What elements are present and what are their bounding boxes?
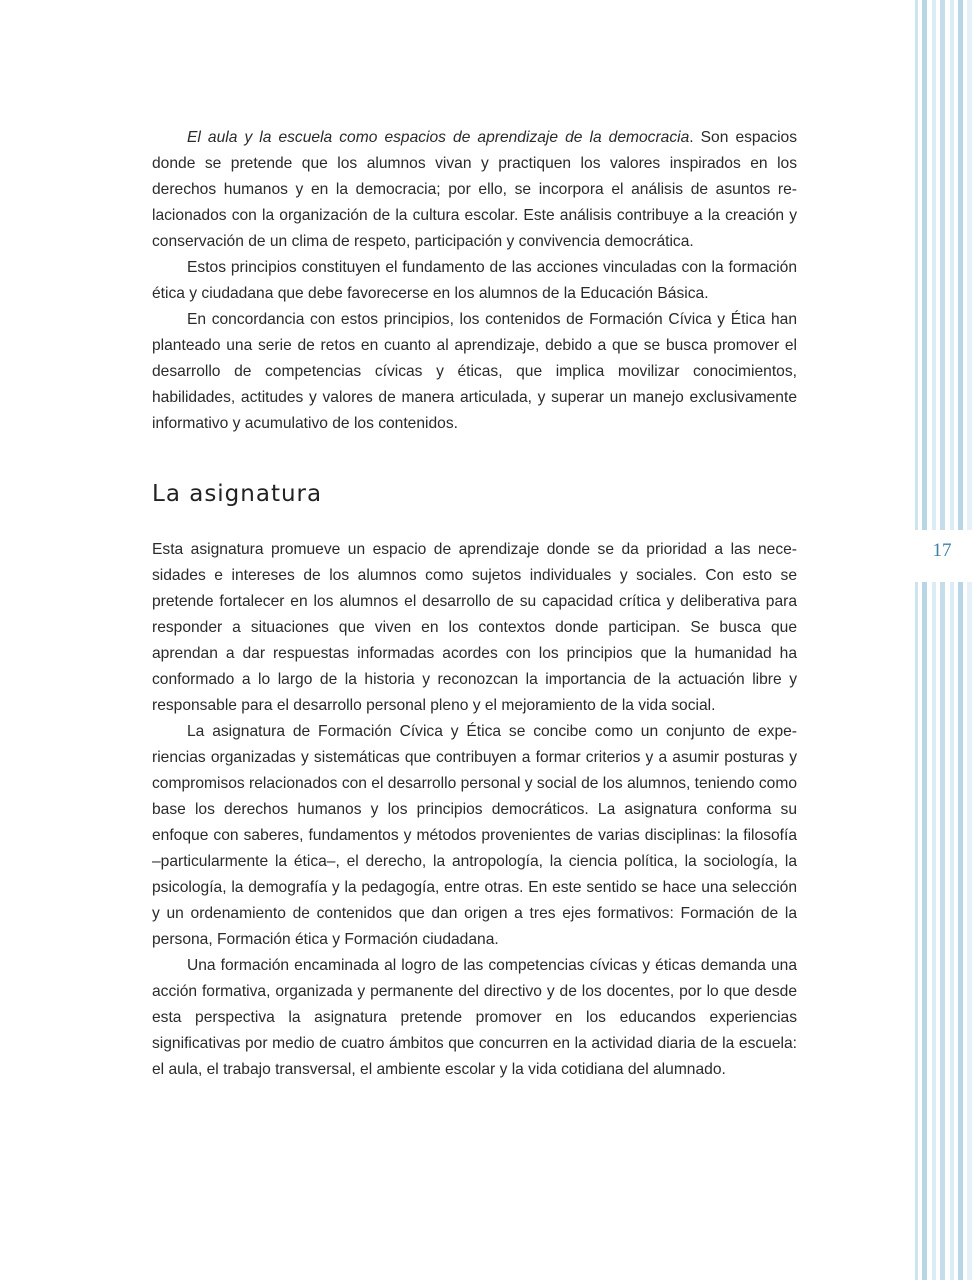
section-title: La asignatura xyxy=(152,481,323,507)
decorative-stripes xyxy=(914,0,972,1280)
section-paragraph-3: Una formación encaminada al logro de las competencias cívicas y éticas demanda una acción formativa, organizada y permanente del directivo y de los docentes, por lo que desde esta perspectiva la asignatura pretende promover en los educandos experiencias significativas por medio de cuatro ámbitos que concurren en la actividad diaria de la escuela: el aula, el trabajo transversal, el ambiente escolar y la vida cotidiana del alumnado. xyxy=(152,957,797,1078)
stripe xyxy=(940,0,945,1280)
intro-paragraph-3: En concordancia con estos principios, los contenidos de Formación Cívica y Ética han planteado una serie de retos en cuanto al aprendizaje, debido a que se busca promover el desarrollo de competencias cívicas y éticas, que implica movilizar conocimientos, habilidades, actitudes y valores de manera articulada, y superar un manejo exclusivamente informativo y acumulativo de los contenidos. xyxy=(152,311,797,432)
intro-paragraph-2: Estos principios constituyen el fundamento de las acciones vinculadas con la formación ética y ciudadana que debe favorecerse en los alumnos de la Educación Básica. xyxy=(152,259,797,302)
stripe xyxy=(958,0,963,1280)
page-number: 17 xyxy=(932,540,952,561)
intro-paragraph-1 xyxy=(152,125,797,255)
stripe xyxy=(950,0,954,1280)
section-paragraph-2: La asignatura de Formación Cívica y Ética se concibe como un conjunto de experiencias organizadas y sistemáticas que contribuyen a formar criterios y a asumir posturas y compromisos relacionados con el desarrollo personal y social de los alumnos, teniendo como base los derechos humanos y los principios democráticos. La asignatura conforma su enfoque con saberes, fundamentos y métodos provenientes de varias disciplinas: la filosofía –particularmente la ética–, el derecho, la antropología, la ciencia política, la sociología, la psicología, la demografía y la pedagogía, entre otras. En este sentido se hace una selección y un ordenamiento de contenidos que dan origen a tres ejes formativos: Formación de la persona, Formación ética y Formación ciudadana. xyxy=(152,723,797,948)
intro-paragraph-1-text: . Son espacios donde se pretende que los alumnos vivan y practiquen los valores inspirados en los derechos humanos y en la democracia; por ello, se incorpora el análisis de asuntos relacionados con la organización de la cultura escolar. Este análisis contribuye a la creación y conservación de un clima de respeto, participación y convivencia democrática. xyxy=(152,129,797,250)
stripe xyxy=(967,0,972,1280)
stripe xyxy=(915,0,918,1280)
section-paragraph-1: Esta asignatura promueve un espacio de aprendizaje donde se da prioridad a las necesidades e intereses de los alumnos como sujetos individuales y sociales. Con esto se pretende fortalecer en los alumnos el desarrollo de su capacidad crítica y deliberativa para responder a situaciones que viven en los contextos donde participan. Se busca que aprendan a dar respuestas informadas acordes con los principios que la humanidad ha conformado a lo largo de la historia y reconozcan la importancia de la actuación libre y responsable para el desarrollo personal pleno y el mejoramiento de la vida social. xyxy=(152,541,797,714)
stripe xyxy=(932,0,936,1280)
page-content xyxy=(152,125,797,1083)
intro-lead-italic: El aula y la escuela como espacios de aprendizaje de la democracia xyxy=(187,129,690,146)
stripe xyxy=(922,0,927,1280)
